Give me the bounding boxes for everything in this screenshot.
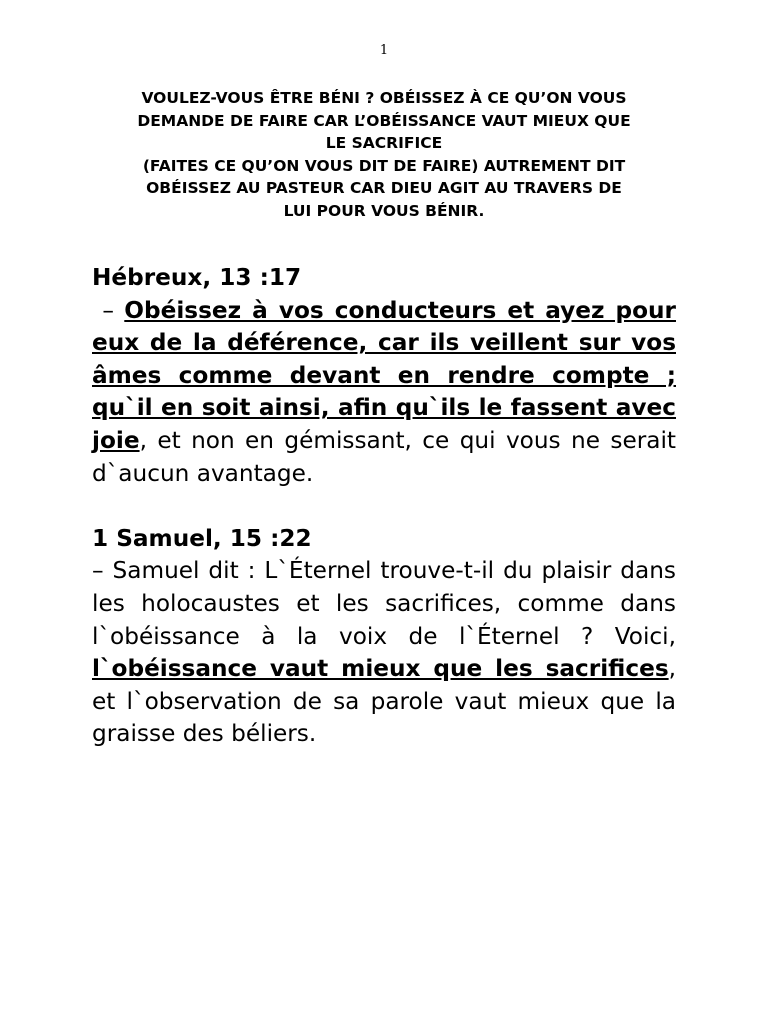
heading-line-5: OBÉISSEZ AU PASTEUR CAR DIEU AGIT AU TRAVERS DE bbox=[146, 179, 622, 198]
verse-text-emphasis: Obéissez à vos conducteurs et ayez pour eux de la déférence, car ils veillent sur vos âmes comme devant en rendre compte ; qu`il en soit ainsi, afin qu`ils le fassent avec joie bbox=[92, 296, 676, 454]
paragraph-spacer bbox=[92, 490, 676, 523]
verse-text-post: , et non en gémissant, ce qui vous ne serait d`aucun avantage. bbox=[92, 426, 676, 487]
section-text-samuel bbox=[92, 555, 676, 751]
document-heading bbox=[90, 87, 678, 223]
page-number: 1 bbox=[379, 43, 389, 58]
section-reference-samuel: 1 Samuel, 15 :22 bbox=[92, 524, 312, 552]
verse-text-pre: – bbox=[92, 296, 125, 324]
heading-line-2: DEMANDE DE FAIRE CAR L’OBÉISSANCE VAUT MIEUX QUE bbox=[137, 111, 631, 130]
verse-text-emphasis: l`obéissance vaut mieux que les sacrifices bbox=[92, 655, 669, 683]
heading-line-1: VOULEZ-VOUS ÊTRE BÉNI ? OBÉISSEZ À CE QU’ON VOUS bbox=[141, 89, 627, 107]
document-body bbox=[92, 262, 676, 751]
heading-line-6: LUI POUR VOUS BÉNIR. bbox=[283, 201, 485, 220]
heading-line-3: LE SACRIFICE bbox=[325, 134, 443, 153]
verse-text-pre: – Samuel dit : L`Éternel trouve-t-il du plaisir dans les holocaustes et les sacrifices, comme dans l`obéissance à la voix de l`Éternel ? Voici, bbox=[92, 557, 676, 650]
section-text-hebreux bbox=[92, 295, 676, 491]
section-reference-hebreux: Hébreux, 13 :17 bbox=[92, 264, 302, 291]
verse-text-post: , et l`observation de sa parole vaut mieux que la graisse des béliers. bbox=[92, 655, 676, 748]
heading-line-4: (FAITES CE QU’ON VOUS DIT DE FAIRE) AUTREMENT DIT bbox=[142, 156, 626, 175]
